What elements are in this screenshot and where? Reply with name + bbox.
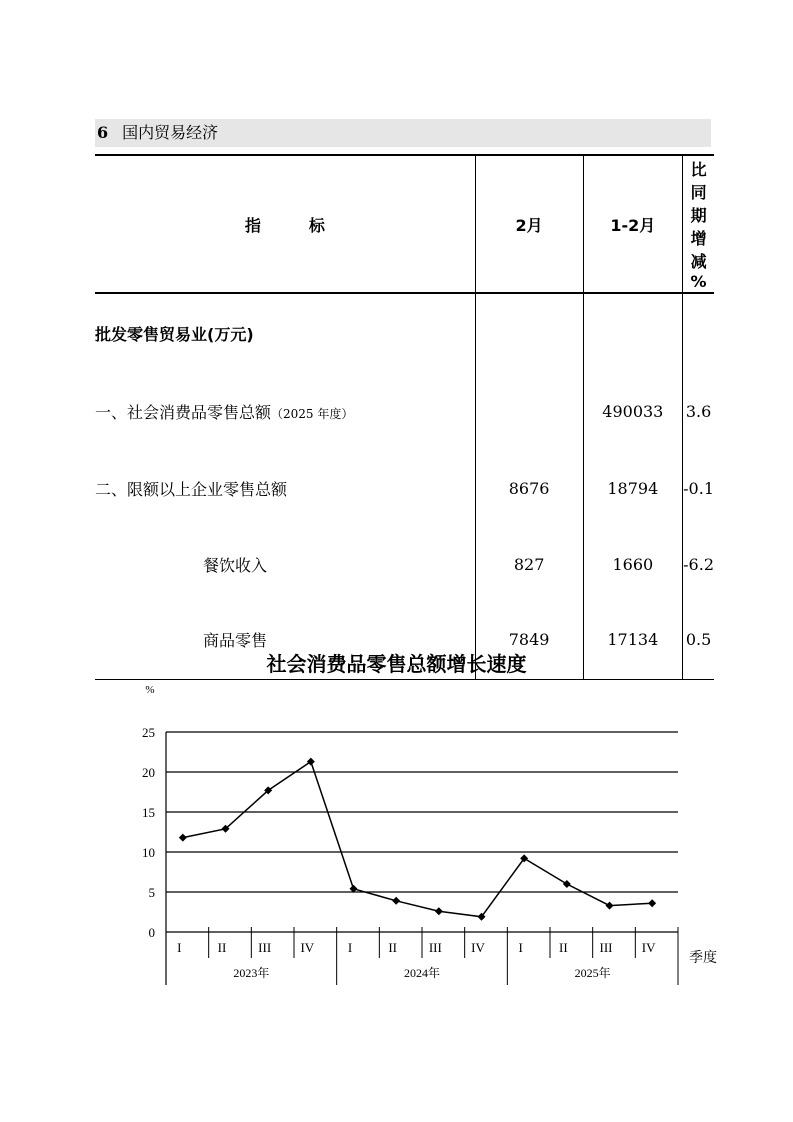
data-point [563,880,571,888]
y-tick-label: 5 [148,885,155,900]
x-tick-label: I [177,940,182,955]
data-point [606,902,614,910]
section-title: 国内贸易经济 [122,123,219,142]
cell-feb: 827 [475,527,583,601]
data-point [435,907,443,915]
x-tick-label: III [258,940,272,955]
data-point [307,758,315,766]
group-label: 2024年 [403,966,441,980]
header-feb: 2月 [475,155,583,293]
cell-janfeb: 490033 [583,373,683,449]
cell-change: -6.2 [683,527,714,601]
group-label: 2023年 [233,966,270,980]
data-point [392,897,400,905]
y-tick-label: 25 [142,725,155,740]
x-tick-label: I [518,940,523,955]
row-label-text: 餐饮收入 [203,555,268,575]
x-tick-label: II [217,940,227,955]
x-tick-label: IV [300,940,315,955]
row-label-text: 批发零售贸易业(万元) [95,325,254,344]
y-tick-label: 20 [142,765,155,780]
section-number: 6 [97,123,109,142]
series-line [183,762,652,917]
cell-janfeb: 17134 [583,601,683,679]
row-label-text: 商品零售 [203,631,268,651]
x-tick-label: III [428,940,442,955]
data-point [648,899,656,907]
x-tick-label: II [558,940,568,955]
cell-change: 0.5 [683,601,714,679]
header-change: 比同期增减 % [683,155,714,293]
header-indicator: 指 标 [95,155,475,293]
x-tick-label: IV [641,940,656,955]
row-label-text: 一、社会消费品零售总额 [95,402,272,422]
cell-janfeb: 1660 [583,527,683,601]
cell-janfeb: 18794 [583,449,683,527]
x-axis-label: 季度 [689,951,717,966]
cell-change: -0.1 [683,449,714,527]
chart-title: 社会消费品零售总额增长速度 [266,652,527,676]
y-axis-label: % [145,684,155,696]
x-tick-label: IV [471,940,485,955]
y-tick-label: 10 [142,845,155,860]
group-label: 2025年 [574,966,611,980]
y-tick-label: 0 [148,925,155,940]
y-tick-label: 15 [142,805,155,820]
row-note: （2025 年度） [271,406,354,421]
cell-change: 3.6 [683,373,714,449]
row-label-text: 二、限额以上企业零售总额 [95,479,288,499]
header-janfeb: 1-2月 [583,155,683,293]
x-tick-label: III [599,940,613,955]
data-point [179,834,187,842]
cell-feb: 8676 [475,449,583,527]
cell-feb: 7849 [475,601,583,679]
x-tick-label: II [388,940,398,955]
x-tick-label: I [347,940,353,955]
